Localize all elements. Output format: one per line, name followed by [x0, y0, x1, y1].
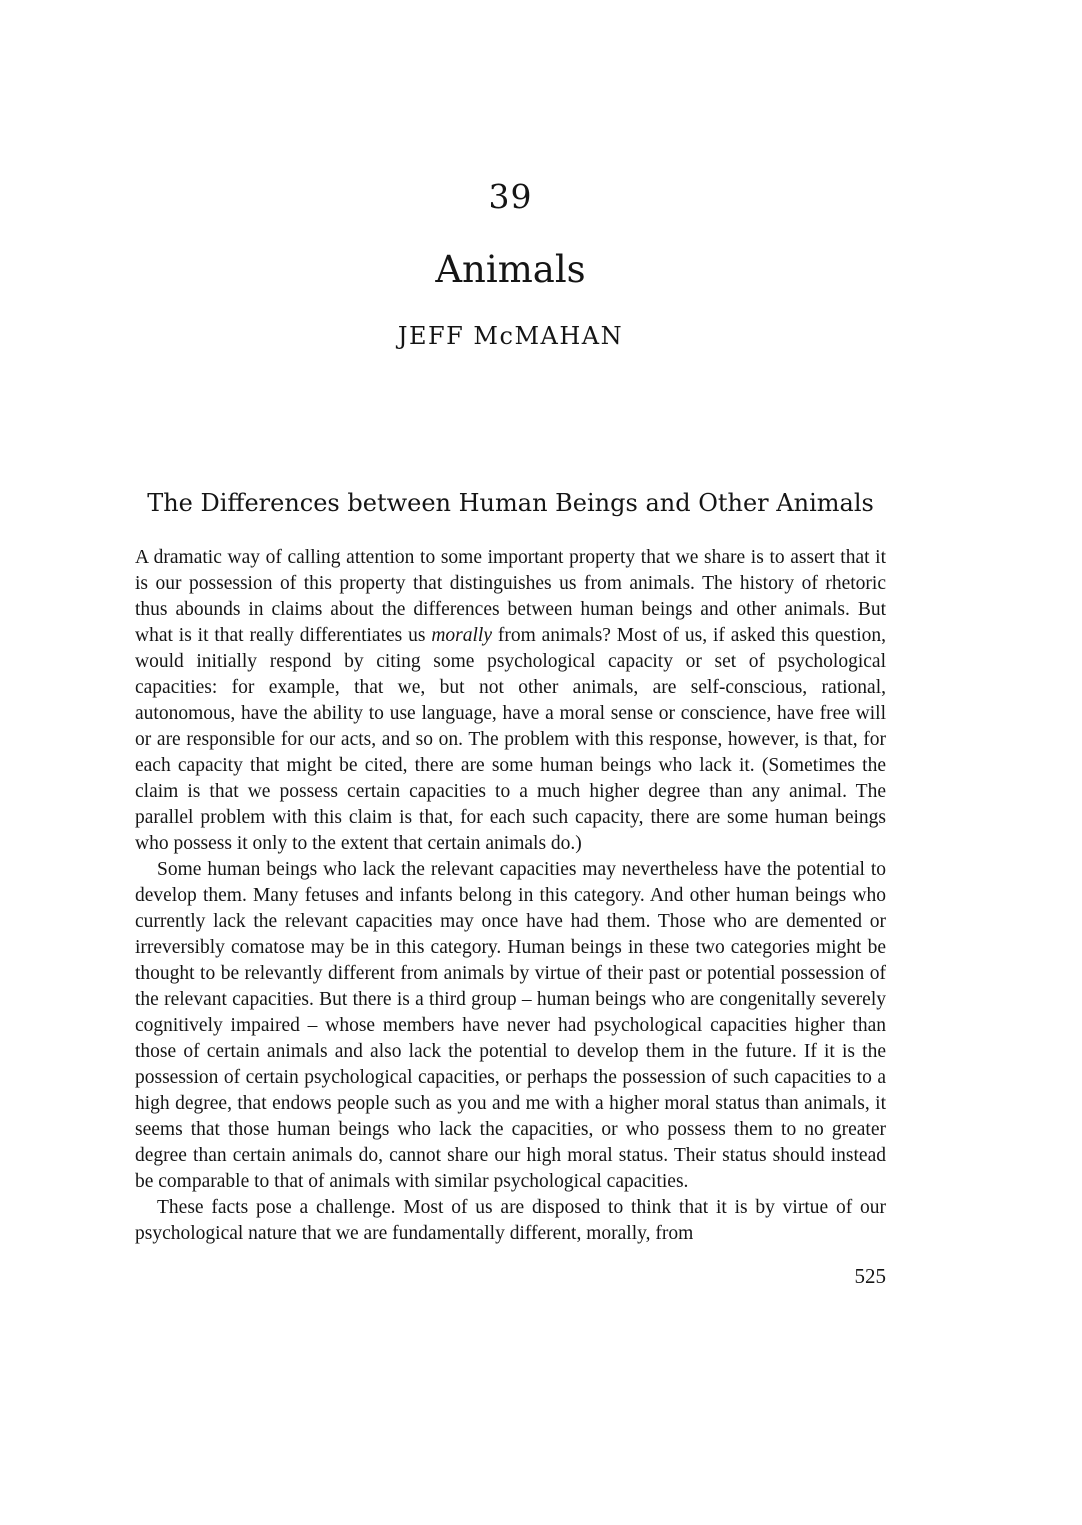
paragraph-segment: from animals? Most of us, if asked this question, would initially respond by citing some psychological capacity or set of psychological capacities: for example, that we, but not other animals, are self-conscious, rational, autonomous, have the ability to use language, have a moral sense or conscience, have free will or are responsible for our acts, and so on. The problem with this response, however, is that, for each capacity that might be cited, there are some human beings who lack it. (Sometimes the claim is that we possess certain capacities to a much higher degree than any animal. The parallel problem with this claim is that, for each such capacity, there are some human beings who possess it only to the extent that certain animals do.) — [135, 624, 887, 854]
text-column — [135, 0, 886, 1287]
chapter-title: Animals — [435, 248, 586, 291]
chapter-number: 39 — [488, 177, 533, 216]
paragraph-segment: A dramatic way of calling attention to some important property that we share is to assert that it is our possession of this property that distinguishes us from animals. The history of rhetoric thus abounds in claims about the differences between human beings and other animals. But what is it that really differentiates us — [135, 546, 886, 646]
paragraph — [135, 1195, 886, 1247]
section-heading: The Differences between Human Beings and Other Animals — [147, 489, 874, 517]
body-text — [135, 545, 886, 1247]
paragraph-segment: These facts pose a challenge. Most of us are disposed to think that it is by virtue of our psychological nature that we are fundamentally different, morally, from — [135, 1196, 886, 1244]
paragraph-segment-italic: morally — [431, 624, 492, 646]
paragraph-segment: Some human beings who lack the relevant capacities may nevertheless have the potential to develop them. Many fetuses and infants belong in this category. And other human beings who currently lack the relevant capacities may once have had them. Those who are demented or irreversibly comatose may be in this category. Human beings in these two categories might be thought to be relevantly different from animals by virtue of their past or potential possession of the relevant capacities. But there is a third group – human beings who are congenitally severely cognitively impaired – whose members have never had psychological capacities higher than those of certain animals and also lack the potential to develop them in the future. If it is the possession of certain psychological capacities, or perhaps the possession of such capacities to a high degree, that endows people such as you and me with a higher moral status than animals, it seems that those human beings who lack the capacities, or who possess them to no greater degree than certain animals do, cannot share our high moral status. Their status should instead be comparable to that of animals with similar psychological capacities. — [135, 858, 886, 1192]
paragraph — [135, 857, 886, 1195]
page-number: 525 — [854, 1263, 886, 1288]
paragraph — [135, 545, 886, 857]
author-name: JEFF McMAHAN — [397, 322, 624, 350]
